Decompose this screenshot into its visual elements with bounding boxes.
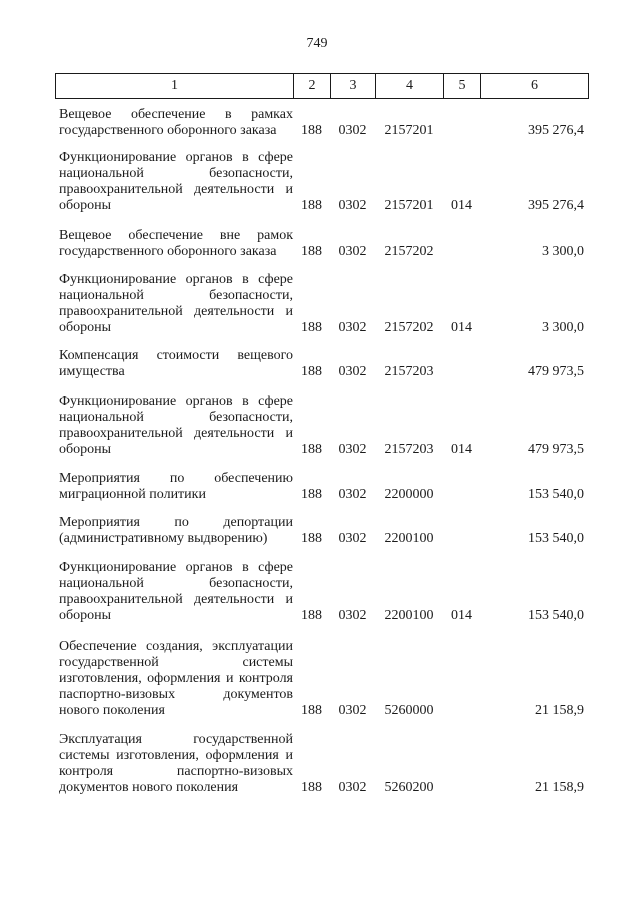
amount: 479 973,5 bbox=[528, 442, 584, 457]
section-code: 0302 bbox=[338, 531, 367, 546]
ministry-code: 188 bbox=[301, 198, 322, 213]
section-code: 0302 bbox=[338, 703, 367, 718]
row-name-line: Функционирование органов в сфере bbox=[59, 560, 293, 575]
row-name bbox=[56, 639, 293, 719]
row-name-line: Эксплуатация государственной bbox=[59, 732, 293, 747]
ministry-code: 188 bbox=[301, 123, 322, 138]
target-item-code: 5260200 bbox=[384, 780, 434, 795]
row-name-line: Функционирование органов в сфере bbox=[59, 394, 293, 409]
table-row bbox=[56, 150, 588, 214]
row-name-line: имущества bbox=[59, 364, 125, 379]
target-item-code: 2157201 bbox=[384, 123, 434, 138]
row-name bbox=[56, 515, 293, 547]
row-name-line: правоохранительной деятельности и bbox=[59, 182, 293, 197]
section-code: 0302 bbox=[338, 487, 367, 502]
header-cell: 5 bbox=[443, 74, 480, 98]
row-name-line: правоохранительной деятельности и bbox=[59, 592, 293, 607]
ministry-code: 188 bbox=[301, 320, 322, 335]
ministry-code: 188 bbox=[301, 442, 322, 457]
row-name bbox=[56, 471, 293, 503]
row-name-line: Функционирование органов в сфере bbox=[59, 272, 293, 287]
row-name-line: обороны bbox=[59, 198, 112, 213]
row-name bbox=[56, 272, 293, 336]
row-name bbox=[56, 107, 293, 139]
table-row bbox=[56, 471, 588, 503]
row-name-line: нового поколения bbox=[59, 703, 165, 718]
row-name bbox=[56, 732, 293, 796]
row-name-line: (административному выдворению) bbox=[59, 531, 268, 546]
row-name-line: национальной безопасности, bbox=[59, 288, 293, 303]
row-name-line: правоохранительной деятельности и bbox=[59, 304, 293, 319]
table-row bbox=[56, 560, 588, 624]
row-name bbox=[56, 150, 293, 214]
table-row bbox=[56, 107, 588, 139]
table-row bbox=[56, 394, 588, 458]
row-name-line: государственного оборонного заказа bbox=[59, 244, 277, 259]
expense-type-code: 014 bbox=[451, 198, 472, 213]
ministry-code: 188 bbox=[301, 608, 322, 623]
header-cell: 6 bbox=[480, 74, 588, 98]
table-row bbox=[56, 515, 588, 547]
row-name-line: Компенсация стоимости вещевого bbox=[59, 348, 293, 363]
row-name-line: документов нового поколения bbox=[59, 780, 239, 795]
section-code: 0302 bbox=[338, 364, 367, 379]
row-name-line: национальной безопасности, bbox=[59, 576, 293, 591]
row-name-line: Вещевое обеспечение вне рамок bbox=[59, 228, 293, 243]
row-name-line: обороны bbox=[59, 608, 112, 623]
row-name-line: обороны bbox=[59, 320, 112, 335]
row-name-line: обороны bbox=[59, 442, 112, 457]
expense-type-code: 014 bbox=[451, 608, 472, 623]
target-item-code: 5260000 bbox=[384, 703, 434, 718]
table-header bbox=[55, 73, 589, 99]
ministry-code: 188 bbox=[301, 703, 322, 718]
row-name bbox=[56, 228, 293, 260]
row-name-line: паспортно-визовых документов bbox=[59, 687, 293, 702]
amount: 153 540,0 bbox=[528, 608, 584, 623]
page-number: 749 bbox=[306, 36, 328, 51]
amount: 21 158,9 bbox=[535, 703, 584, 718]
row-name-line: национальной безопасности, bbox=[59, 410, 293, 425]
section-code: 0302 bbox=[338, 442, 367, 457]
amount: 21 158,9 bbox=[535, 780, 584, 795]
row-name-line: Функционирование органов в сфере bbox=[59, 150, 293, 165]
table-row bbox=[56, 272, 588, 336]
section-code: 0302 bbox=[338, 608, 367, 623]
row-name-line: Обеспечение создания, эксплуатации bbox=[59, 639, 293, 654]
amount: 395 276,4 bbox=[528, 198, 584, 213]
amount: 3 300,0 bbox=[542, 320, 584, 335]
table-row bbox=[56, 348, 588, 380]
row-name-line: изготовления, оформления и контроля bbox=[59, 671, 293, 686]
row-name-line: Мероприятия по обеспечению bbox=[59, 471, 293, 486]
table-row bbox=[56, 732, 588, 796]
section-code: 0302 bbox=[338, 780, 367, 795]
row-name-line: национальной безопасности, bbox=[59, 166, 293, 181]
expense-type-code: 014 bbox=[451, 320, 472, 335]
table-row bbox=[56, 639, 588, 719]
ministry-code: 188 bbox=[301, 244, 322, 259]
amount: 153 540,0 bbox=[528, 531, 584, 546]
amount: 3 300,0 bbox=[542, 244, 584, 259]
section-code: 0302 bbox=[338, 123, 367, 138]
row-name-line: Вещевое обеспечение в рамках bbox=[59, 107, 293, 122]
row-name-line: правоохранительной деятельности и bbox=[59, 426, 293, 441]
expense-type-code: 014 bbox=[451, 442, 472, 457]
ministry-code: 188 bbox=[301, 780, 322, 795]
row-name-line: государственной системы bbox=[59, 655, 293, 670]
table-row bbox=[56, 228, 588, 260]
target-item-code: 2157203 bbox=[384, 442, 434, 457]
ministry-code: 188 bbox=[301, 364, 322, 379]
row-name bbox=[56, 560, 293, 624]
section-code: 0302 bbox=[338, 320, 367, 335]
header-cell: 3 bbox=[330, 74, 375, 98]
target-item-code: 2157203 bbox=[384, 364, 434, 379]
target-item-code: 2200000 bbox=[384, 487, 434, 502]
section-code: 0302 bbox=[338, 198, 367, 213]
section-code: 0302 bbox=[338, 244, 367, 259]
row-name bbox=[56, 394, 293, 458]
header-cell: 2 bbox=[293, 74, 330, 98]
amount: 395 276,4 bbox=[528, 123, 584, 138]
row-name-line: миграционной политики bbox=[59, 487, 206, 502]
amount: 479 973,5 bbox=[528, 364, 584, 379]
ministry-code: 188 bbox=[301, 531, 322, 546]
header-cell: 4 bbox=[375, 74, 443, 98]
row-name-line: Мероприятия по депортации bbox=[59, 515, 293, 530]
row-name-line: системы изготовления, оформления и bbox=[59, 748, 293, 763]
amount: 153 540,0 bbox=[528, 487, 584, 502]
target-item-code: 2200100 bbox=[384, 531, 434, 546]
target-item-code: 2157202 bbox=[384, 244, 434, 259]
ministry-code: 188 bbox=[301, 487, 322, 502]
target-item-code: 2157201 bbox=[384, 198, 434, 213]
target-item-code: 2157202 bbox=[384, 320, 434, 335]
row-name bbox=[56, 348, 293, 380]
row-name-line: контроля паспортно-визовых bbox=[59, 764, 293, 779]
target-item-code: 2200100 bbox=[384, 608, 434, 623]
header-cell: 1 bbox=[171, 78, 178, 93]
row-name-line: государственного оборонного заказа bbox=[59, 123, 277, 138]
